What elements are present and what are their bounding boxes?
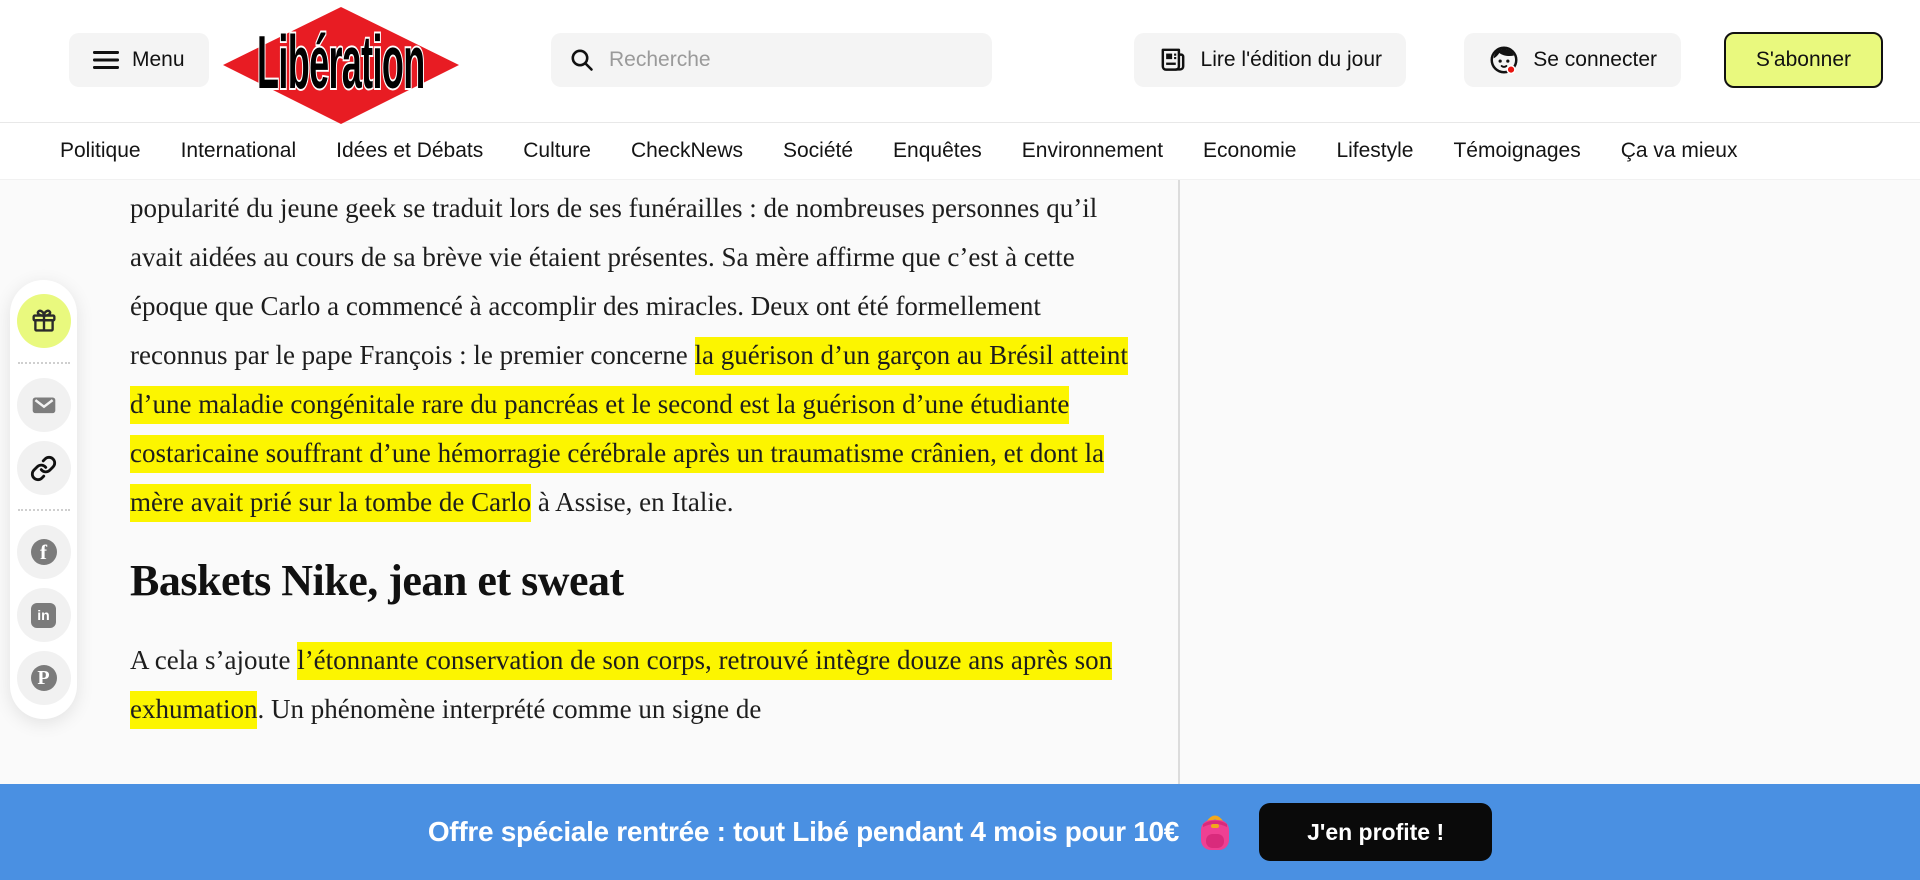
- email-icon: [30, 391, 58, 419]
- linkedin-icon: in: [31, 603, 56, 628]
- article-paragraph: [130, 180, 1142, 527]
- copy-link-icon: [30, 455, 57, 482]
- nav-item-societe[interactable]: Société: [783, 139, 854, 162]
- notification-dot: [1507, 66, 1515, 74]
- plain-text: A cela s’ajoute: [130, 645, 298, 675]
- nav-item-culture[interactable]: Culture: [523, 139, 591, 162]
- share-separator: [18, 509, 70, 511]
- article-body: [130, 180, 1142, 734]
- column-divider: [1178, 180, 1180, 786]
- share-toolbar: [10, 280, 77, 719]
- search-box[interactable]: [551, 33, 992, 87]
- plain-text: popularité du jeune geek se traduit lors de ses funérailles : de nombreuses personnes qu’il avait aidées au cours de sa brève vie étaient présentes. Sa mère affirme que c’est à cette époque que Carlo a commencé à accomplir des miracles. Deux ont été formellement reconnus par le pape François : le premier concerne: [130, 193, 1098, 370]
- read-edition-label: Lire l'édition du jour: [1200, 48, 1382, 71]
- facebook-share-button[interactable]: [17, 525, 71, 579]
- nav-item-environnement[interactable]: Environnement: [1021, 139, 1164, 162]
- newspaper-icon: [1158, 45, 1188, 75]
- nav-items: [0, 123, 1920, 179]
- nav-item-politique[interactable]: Politique: [60, 139, 141, 162]
- nav-item-ca-va-mieux[interactable]: Ça va mieux: [1620, 139, 1738, 162]
- nav-item-economie[interactable]: Economie: [1203, 139, 1297, 162]
- article-subheading: Baskets Nike, jean et sweat: [130, 556, 624, 605]
- gift-share-button[interactable]: [17, 294, 71, 348]
- pinterest-share-button[interactable]: [17, 651, 71, 705]
- read-edition-button[interactable]: [1134, 33, 1406, 87]
- copy-link-button[interactable]: [17, 441, 71, 495]
- menu-button[interactable]: [69, 33, 209, 87]
- plain-text: à Assise, en Italie.: [531, 487, 734, 517]
- nav-item-enquetes[interactable]: Enquêtes: [893, 139, 982, 162]
- search-icon: [569, 47, 595, 73]
- share-separator: [18, 362, 70, 364]
- login-label: Se connecter: [1533, 48, 1657, 71]
- pinterest-icon: P: [31, 665, 57, 691]
- nav-item-international[interactable]: International: [180, 139, 297, 162]
- liberation-logo[interactable]: [223, 6, 459, 126]
- gift-icon: [30, 307, 58, 335]
- nav-item-lifestyle[interactable]: Lifestyle: [1336, 139, 1414, 162]
- highlighted-text: la guérison d’un garçon au Brésil atteint d’une maladie congénitale rare du pancréas et le second est la guérison d’une étudiante costaricaine souffrant d’une hémorragie cérébrale après un traumatisme crânien, et dont la mère avait prié sur la tombe de Carlo: [130, 337, 1128, 522]
- login-button[interactable]: [1464, 33, 1681, 87]
- facebook-icon: f: [31, 539, 57, 565]
- nav-item-temoignages[interactable]: Témoignages: [1453, 139, 1581, 162]
- hamburger-icon: [93, 50, 119, 70]
- backpack-emoji-icon: [1197, 811, 1233, 853]
- plain-text: . Un phénomène interprété comme un signe de: [257, 694, 762, 724]
- article-page: [0, 180, 1920, 880]
- banner-offer-text: Offre spéciale rentrée : tout Libé pendant 4 mois pour 10€: [427, 816, 1180, 847]
- search-input[interactable]: [609, 48, 949, 72]
- menu-label: Menu: [132, 48, 185, 71]
- main-nav: [0, 122, 1920, 180]
- site-header: [0, 0, 1920, 122]
- nav-item-checknews[interactable]: CheckNews: [630, 139, 743, 162]
- banner-cta-button[interactable]: J'en profite !: [1259, 803, 1492, 861]
- logo-text: Libération: [257, 20, 425, 105]
- email-share-button[interactable]: [17, 378, 71, 432]
- avatar-face-icon: [1488, 44, 1520, 76]
- linkedin-share-button[interactable]: [17, 588, 71, 642]
- subscribe-label: S'abonner: [1755, 48, 1851, 71]
- subscription-banner: [0, 784, 1920, 880]
- subscribe-button[interactable]: [1724, 32, 1883, 88]
- highlighted-text: l’étonnante conservation de son corps, retrouvé intègre douze ans après son exhumation: [130, 642, 1112, 729]
- nav-item-idees-et-debats[interactable]: Idées et Débats: [336, 139, 484, 162]
- article-paragraph: [130, 632, 1142, 734]
